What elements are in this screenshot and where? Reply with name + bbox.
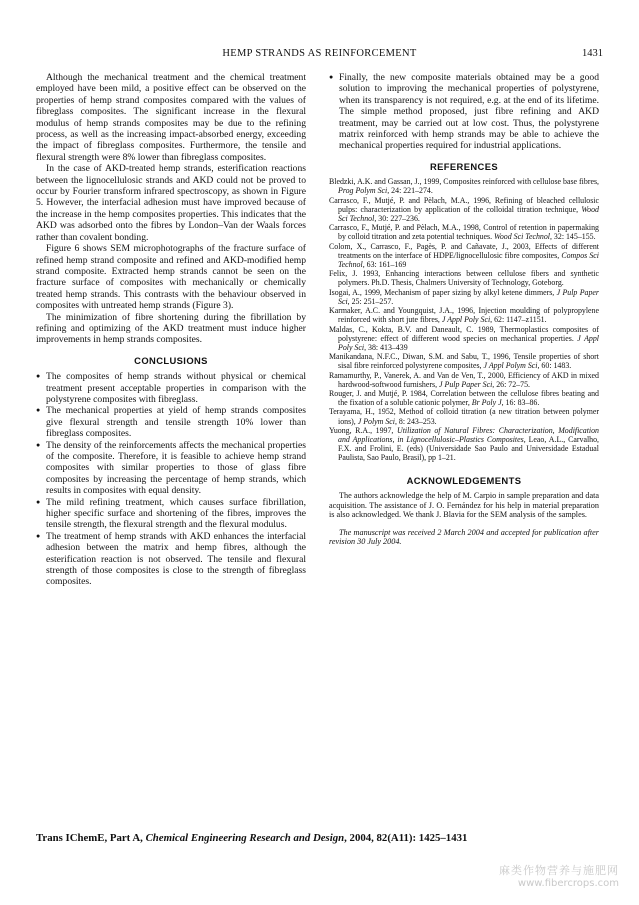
footer-suffix: , 2004, 82(A11): 1425–1431 (344, 832, 468, 844)
reference-post: , 16: 83–86. (501, 398, 540, 408)
reference-journal: J Appl Poly Sci (441, 315, 491, 325)
conclusions-list-continued (329, 72, 599, 152)
reference-pre: Ramamurthy, P., Vanerek, A. and Van de Ven, T., 2000, Efficiency of AKD in mixed hardwood-softwood furnishers, (329, 370, 599, 389)
reference-post: , 63: 161–169 (362, 260, 407, 270)
page-header (36, 48, 603, 62)
acknowledgements-text: The authors acknowledge the help of M. Carpio in sample preparation and data acquisition. The assistance of J. O. Fernández for his help in material preparation is also acknowledged. We thank J. Blavia for the SEM analysis of the samples. (329, 490, 599, 520)
manuscript-note: The manuscript was received 2 March 2004 and accepted for publication after revision 30 July 2004. (329, 527, 599, 547)
reference-pre: Terayama, H., 1952, Method of colloid titration (a new titration between polymer ions), (329, 407, 599, 426)
left-column (36, 72, 306, 588)
body-paragraph: Figure 6 shows SEM microphotographs of the fracture surface of refined hemp strand composite and refined and AKD-modified hemp strand composite. Extracted hemp strands cannot be seen on the fracture surface of composites with mechanically or chemically treated hemp strands. This contrasts with the behaviour observed in composites with untreated hemp strands (Figure 3). (36, 243, 306, 312)
reference-post: , 26: 72–75. (492, 379, 530, 389)
page-number: 1431 (582, 48, 603, 59)
reference-entry (329, 223, 599, 241)
reference-journal: J Polym Sci (357, 416, 395, 426)
reference-journal: Br Poly J (471, 398, 502, 408)
running-head: HEMP STRANDS AS REINFORCEMENT (222, 48, 417, 59)
reference-entry (329, 371, 599, 389)
conclusion-item: ● Finally, the new composite materials obtained may be a good solution to improving the mechanical properties of polystyrene, when its transparency is not required, e.g. at the end of its lifetime. The simple method proposed, just fibre refining and AKD treatment, may be carried out at low cost. Thus, the polystyrene matrix reinforced with hemp strands may be able to achieve the mechanical properties required for industrial applications. (329, 72, 599, 152)
reference-pre: Isogai, A., 1999, Mechanism of paper sizing by alkyl ketene dimmers, (329, 287, 557, 297)
conclusion-item: ● The composites of hemp strands without physical or chemical treatment present acceptable properties in comparison with the polystyrene composites with fibreglass. (36, 371, 306, 405)
reference-post: , 25: 251–257. (347, 296, 394, 306)
reference-journal: Compos Sci Technol (338, 250, 599, 270)
reference-post: , 24: 221–274. (387, 186, 433, 196)
reference-post: , 8: 243–253. (394, 416, 437, 426)
references-heading: REFERENCES (429, 160, 499, 172)
footer-journal-name: Chemical Engineering Research and Design (145, 832, 345, 844)
reference-pre: Carrasco, F., Mutjé, P. and Pèlach, M.A., 1998, Control of retention in papermaking by colloid titration and zeta potential techniques. (329, 223, 599, 242)
reference-entry (329, 288, 599, 306)
reference-entry (329, 306, 599, 324)
journal-footer (36, 832, 603, 844)
reference-entry (329, 269, 599, 287)
acknowledgements-heading: ACKNOWLEDGEMENTS (406, 474, 522, 486)
reference-post: , Leao, A.L., Carvalho, F.X. and Frolini, E. (eds) (Universidade Sao Paulo and Universidade Estadual Paulista, Sao Paulo, Brasil), pp 1–21. (338, 434, 600, 463)
reference-post: , 30: 227–236. (374, 214, 420, 224)
watermark-url: www.fibercrops.com (517, 878, 619, 889)
reference-journal: J Appl Poly Sci (338, 333, 599, 352)
watermark (499, 862, 619, 889)
reference-entry (329, 352, 599, 370)
reference-entry (329, 426, 599, 463)
reference-entry (329, 196, 599, 224)
footer-prefix: Trans IChemE, Part A, (36, 832, 146, 844)
conclusions-list (36, 371, 306, 588)
reference-journal: Prog Polym Sci (338, 186, 388, 196)
reference-pre: Bledzki, A.K. and Gassan, J., 1999, Composites reinforced with cellulose base fibres, (329, 177, 599, 187)
conclusions-heading: CONCLUSIONS (134, 354, 208, 366)
reference-journal: Wood Sci Technol (494, 232, 550, 242)
right-column (329, 72, 599, 547)
reference-entry (329, 177, 599, 195)
references-list (329, 177, 599, 462)
reference-pre: Felix, J. 1993, Enhancing interactions between cellulose fibers and synthetic polymers. Ph.D. Thesis, Chalmers University of Technology, Goteborg. (329, 269, 599, 288)
watermark-text: 麻类作物营养与施肥网 (499, 864, 619, 877)
reference-pre: Maldas, C., Kokta, B.V. and Daneault, C. 1989, Thermoplastics composites of polystyrene: effect of different wood species on mechanical properties. (329, 324, 599, 343)
reference-post: , 62: 1147–z1151. (490, 315, 547, 325)
body-paragraph: In the case of AKD-treated hemp strands, esterification reactions between the lignocellulosic strands and AKD could not be proved to occur by Fourier transform infrared spectroscopy, as shown in Figure 5. However, the interfacial adhesion must have improved because of the increase in the hemp composites properties. This indicates that the AKD was adsorbed onto the fibres by London–Van der Waals forces rather than covalent bonding. (36, 163, 306, 243)
reference-pre: Karmaker, A.C. and Youngquist, J.A., 1996, Injection moulding of polypropylene reinforced with short jute fibres, (329, 306, 599, 325)
body-paragraph: Although the mechanical treatment and the chemical treatment employed have been mild, a positive effect can be observed on the properties of hemp strand composites compared with the values of fibreglass composites. The significant increase in the flexural modulus of hemp strands composites may be due to the refining process, as well as the increasing impact-absorbed energy, exceeding the impact of fibreglass composites. Furthermore, the tensile and flexural strength were 8% lower than fibreglass composites. (36, 72, 306, 163)
reference-pre: Carrasco, F., Mutjé, P. and Pèlach, M.A., 1996, Refining of bleached cellulosic pulps: characterization by application of the colloidal titration technique, (329, 195, 599, 214)
reference-journal: Utilization of Natural Fibres: Characterization, Modification and Applications, in Lignocellulosic–Plastics Composites (338, 425, 600, 444)
reference-journal: J Appl Polym Sci (483, 361, 538, 371)
conclusion-item: ● The density of the reinforcements affects the mechanical properties of the composite. Therefore, it is feasible to achieve hemp strand composites with similar properties to those of glass fibre composites by increasing the percentage of hemp strands, which results in composites with equal density. (36, 440, 306, 497)
reference-pre: Rouger, J. and Mutjé, P. 1984, Correlation between the cellulose fibres beating and the fixation of a soluble cationic polymer, (329, 388, 599, 408)
reference-journal: J Pulp Paper Sci (338, 287, 599, 306)
reference-pre: Manikandana, N.F.C., Diwan, S.M. and Sabu, T., 1996, Tensile properties of short sisal fibre reinforced polystyrene composites, (329, 352, 599, 371)
reference-journal: Wood Sci Technol (338, 204, 599, 224)
reference-entry (329, 389, 599, 407)
reference-post: , 38: 413–439 (364, 342, 408, 352)
body-paragraph: The minimization of fibre shortening during the fibrillation by refining and optimizing of the AKD treatment must induce higher improvements in hemp strands composites. (36, 311, 306, 346)
conclusion-item: ● The mechanical properties at yield of hemp strands composites give flexural strength and tensile strength 10% lower than fibreglass composites. (36, 405, 306, 439)
reference-entry (329, 325, 599, 353)
reference-post: , 32: 145–155. (549, 232, 596, 242)
reference-entry (329, 407, 599, 425)
reference-pre: Colom, X., Carrasco, F., Pagès, P. and Cañavate, J., 2003, Effects of different treatments on the interface of HDPE/lignocellulosic fibre composites, (329, 241, 599, 260)
reference-journal: J Pulp Paper Sci (439, 379, 493, 389)
conclusion-item: ● The mild refining treatment, which causes surface fibrillation, higher specific surface and shortening of the fibres, improves the tensile strength, the flexural strength and the flexural modulus. (36, 497, 306, 531)
conclusion-item: ● The treatment of hemp strands with AKD enhances the interfacial adhesion between the matrix and hemp fibres, although the esterification reaction is not observed. The tensile and flexural strength of those composites is close to the strength of fibreglass composites. (36, 531, 306, 588)
reference-post: , 60: 1483. (537, 361, 572, 371)
reference-pre: Yuong, R.A., 1997, (329, 425, 397, 435)
reference-entry (329, 242, 599, 270)
